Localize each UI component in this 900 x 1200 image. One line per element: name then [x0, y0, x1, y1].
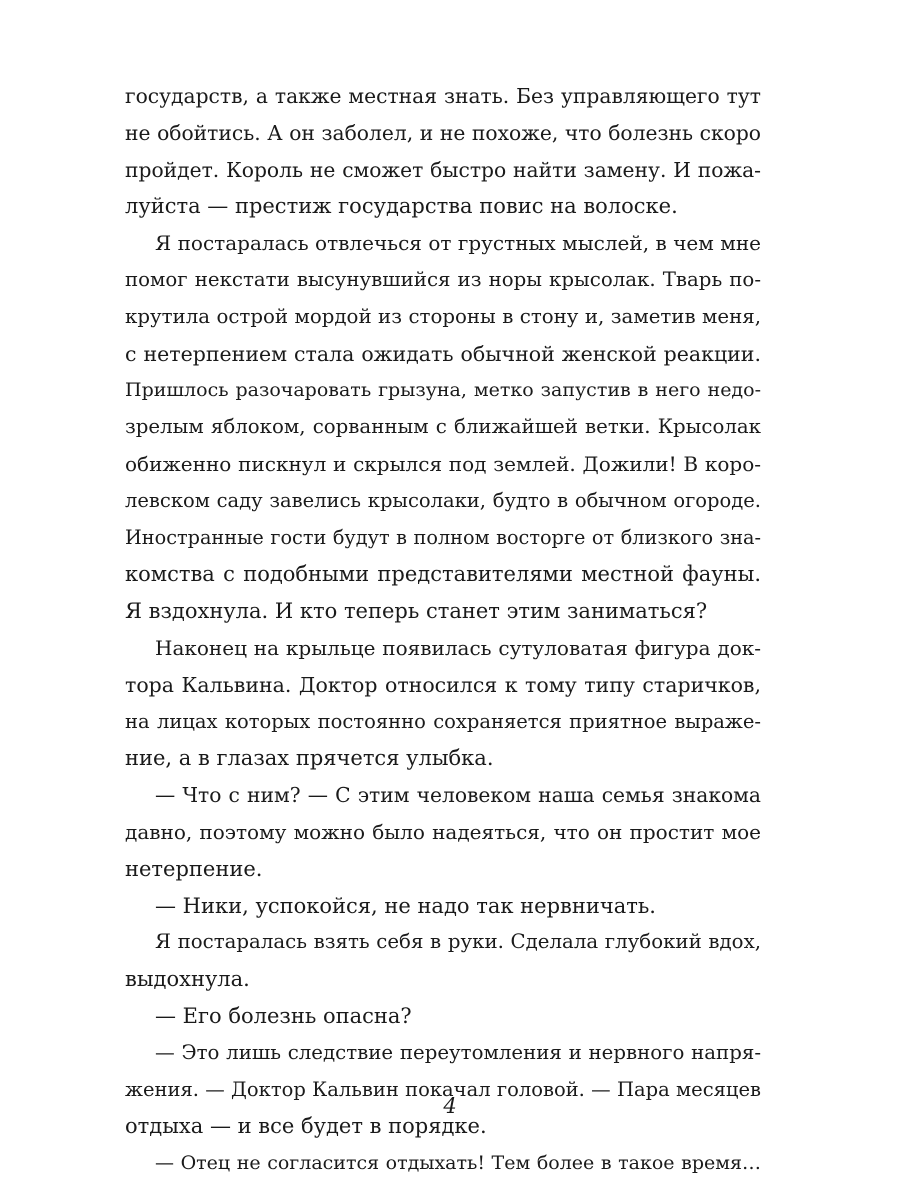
page-text: [125, 78, 761, 1182]
text-line: обиженно пискнул и скрылся под землей. Дожили! В коро-: [125, 451, 761, 476]
text-line: Я постаралась отвлечься от грустных мыслей, в чем мне: [155, 231, 761, 256]
text-line: зрелым яблоком, сорванным с ближайшей ветки. Крысолак: [125, 415, 761, 439]
text-line: — Ники, успокойся, не надо так нервничать.: [155, 893, 656, 918]
text-line: крутила острой мордой из стороны в стону и, заметив меня,: [125, 304, 761, 328]
text-line: Иностранные гости будут в полном восторге от близкого зна-: [125, 525, 761, 549]
text-line: помог некстати высунувшийся из норы крысолак. Тварь по-: [125, 267, 761, 291]
text-line: давно, поэтому можно было надеяться, что он простит мое: [125, 819, 761, 844]
text-line: Пришлось разочаровать грызуна, метко запустив в него недо-: [125, 379, 761, 402]
text-line: Я постаралась взять себя в руки. Сделала глубокий вдох,: [155, 930, 761, 954]
text-line: государств, а также местная знать. Без управляющего тут: [125, 84, 761, 108]
text-line: жения. — Доктор Кальвин покачал головой. — Пара месяцев: [125, 1077, 761, 1101]
text-line: левском саду завелись крысолаки, будто в обычном огороде.: [125, 488, 761, 512]
text-line: на лицах которых постоянно сохраняется приятное выраже-: [125, 709, 761, 733]
text-line: не обойтись. А он заболел, и не похоже, что болезнь скоро: [125, 120, 761, 145]
text-line: с нетерпением стала ожидать обычной женской реакции.: [125, 341, 761, 366]
text-line: — Это лишь следствие переутомления и нервного напря-: [155, 1040, 761, 1064]
page-number: 4: [443, 1094, 457, 1118]
text-line: выдохнула.: [125, 967, 250, 992]
text-line: луйста — престиж государства повис на волоске.: [125, 194, 678, 219]
text-line: Я вздохнула. И кто теперь станет этим заниматься?: [125, 599, 708, 624]
text-line: комства с подобными представителями местной фауны.: [125, 562, 761, 587]
text-line: Наконец на крыльце появилась сутуловатая фигура док-: [155, 635, 761, 660]
text-line: — Что с ним? — С этим человеком наша семья знакома: [155, 783, 761, 808]
text-line: ние, а в глазах прячется улыбка.: [125, 746, 494, 771]
text-line: тора Кальвина. Доктор относился к тому типу старичков,: [125, 672, 761, 697]
text-line: нетерпение.: [125, 856, 263, 881]
text-line: пройдет. Король не сможет быстро найти замену. И пожа-: [125, 157, 761, 182]
text-line: — Отец не согласится отдыхать! Тем более в такое время…: [155, 1152, 761, 1175]
text-line: отдыха — и все будет в порядке.: [125, 1114, 487, 1139]
text-line: — Его болезнь опасна?: [155, 1003, 412, 1028]
